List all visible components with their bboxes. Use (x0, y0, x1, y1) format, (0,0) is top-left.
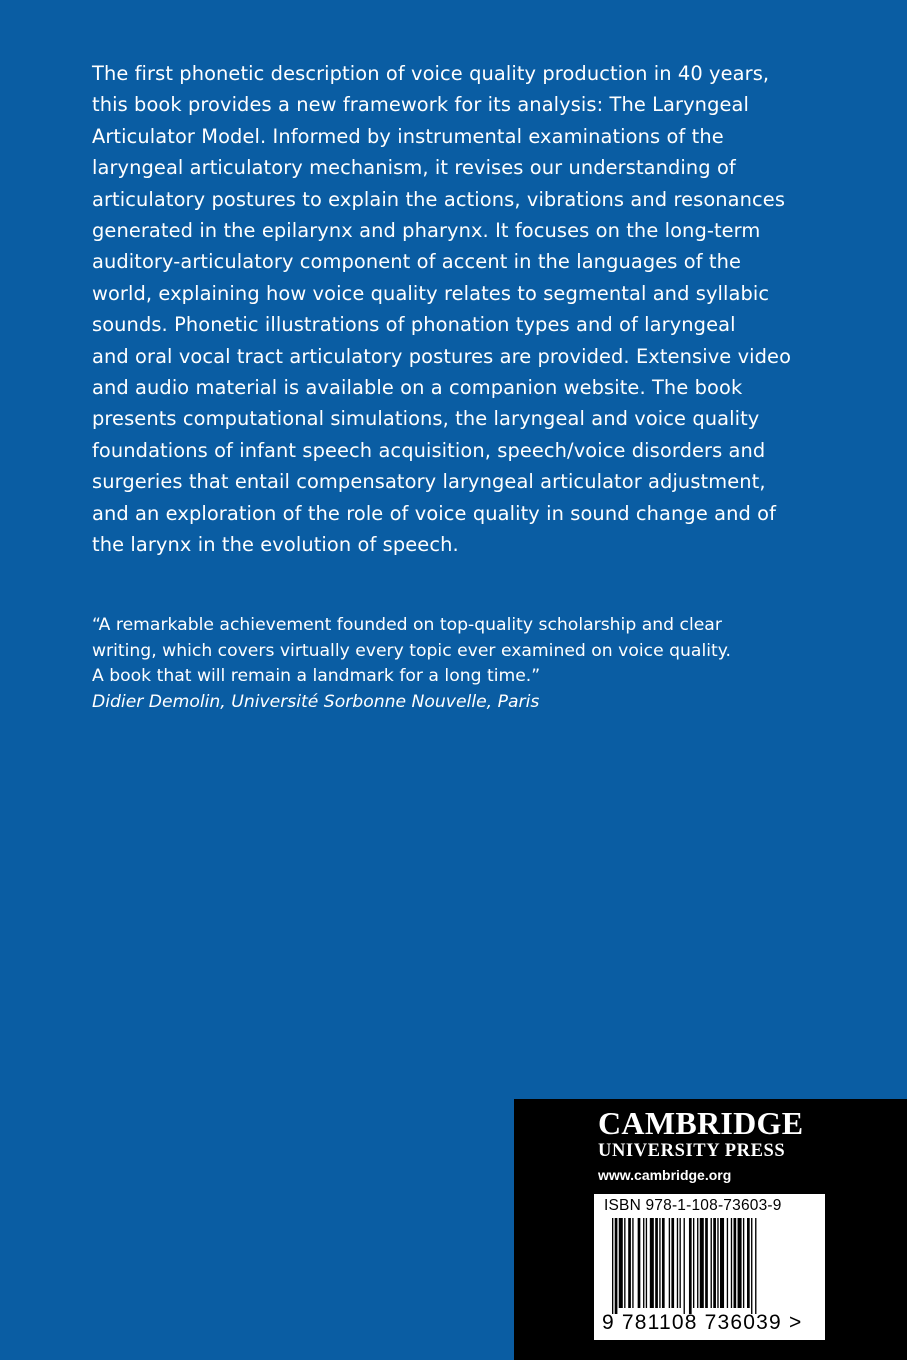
description-line: The first phonetic description of voice quality production in 40 years, (92, 62, 770, 85)
barcode-digits: 9 781108 736039 > (602, 1311, 803, 1334)
isbn-label: ISBN 978-1-108-73603-9 (604, 1197, 782, 1214)
description-line: foundations of infant speech acquisition, speech/voice disorders and (92, 438, 766, 462)
barcode-bar (697, 1218, 698, 1308)
quote-line: “A remarkable achievement founded on top-quality scholarship and clear (92, 615, 722, 635)
barcode-bar (619, 1218, 623, 1308)
description-line: Articulator Model. Informed by instrumental examinations of the (92, 124, 724, 148)
barcode-bar (743, 1218, 744, 1308)
publisher-logo-subname: UNIVERSITY PRESS (598, 1141, 786, 1161)
barcode-bar (705, 1218, 708, 1308)
barcode-bar (632, 1218, 633, 1308)
barcode-bar (638, 1218, 641, 1308)
barcode-bar (738, 1218, 742, 1308)
description-line: and audio material is available on a companion website. The book (92, 376, 743, 400)
book-description (92, 58, 792, 561)
publisher-logo-name: CAMBRIDGE (598, 1105, 804, 1141)
quote-line: A book that will remain a landmark for a long time.” (92, 666, 541, 686)
barcode-bar (751, 1218, 752, 1314)
barcode-bar (643, 1218, 644, 1308)
publisher-panel (514, 1099, 907, 1360)
barcode-bar (612, 1218, 613, 1314)
description-line: surgeries that entail compensatory laryngeal articulator adjustment, (92, 470, 766, 494)
description-line: auditory-articulatory component of accent in the languages of the (92, 250, 742, 274)
description-line: generated in the epilarynx and pharynx. It focuses on the long-term (92, 219, 761, 243)
barcode-bar (628, 1218, 631, 1308)
barcode-bar (720, 1218, 724, 1308)
barcode-bar (727, 1218, 728, 1308)
description-line: world, explaining how voice quality relates to segmental and syllabic (92, 281, 770, 305)
description-line: sounds. Phonetic illustrations of phonation types and of laryngeal (92, 313, 736, 337)
description-line: and oral vocal tract articulatory postures are provided. Extensive video (92, 344, 792, 368)
barcode-bar (669, 1218, 670, 1308)
description-line: and an exploration of the role of voice quality in sound change and of (92, 501, 777, 525)
barcode-bar (615, 1218, 618, 1314)
barcode-bar (713, 1218, 716, 1308)
description-line: articulatory postures to explain the actions, vibrations and resonances (92, 187, 786, 211)
description-line: this book provides a new framework for its analysis: The Laryngeal (92, 93, 749, 117)
barcode-bar (755, 1218, 756, 1314)
publisher-website[interactable]: www.cambridge.org (598, 1167, 732, 1183)
barcode-bar (662, 1218, 665, 1308)
barcode-bar (693, 1218, 694, 1308)
barcode-bar (671, 1218, 674, 1308)
review-quote (92, 613, 792, 715)
barcode-bar (655, 1218, 658, 1308)
barcode-bar (731, 1218, 732, 1308)
barcode-bar (646, 1218, 647, 1308)
barcode-bar (624, 1218, 625, 1308)
barcode-bar (650, 1218, 654, 1308)
description-line: the larynx in the evolution of speech. (92, 533, 459, 557)
barcode-bar (734, 1218, 737, 1308)
quote-attribution: Didier Demolin, Université Sorbonne Nouvelle, Paris (92, 691, 540, 712)
isbn-barcode (594, 1194, 825, 1340)
barcode-bar (677, 1218, 678, 1308)
barcode-bar (689, 1218, 692, 1314)
barcode-bar (711, 1218, 712, 1308)
barcode-bar (684, 1218, 685, 1314)
barcode-bar (659, 1218, 660, 1308)
barcode-bar (717, 1218, 718, 1308)
barcode-bar (700, 1218, 704, 1308)
description-line: laryngeal articulatory mechanism, it revises our understanding of (92, 156, 736, 180)
barcode-bar (747, 1218, 750, 1308)
description-line: presents computational simulations, the laryngeal and voice quality (92, 407, 760, 431)
barcode-bar (680, 1218, 681, 1308)
quote-line: writing, which covers virtually every topic ever examined on voice quality. (92, 640, 731, 661)
